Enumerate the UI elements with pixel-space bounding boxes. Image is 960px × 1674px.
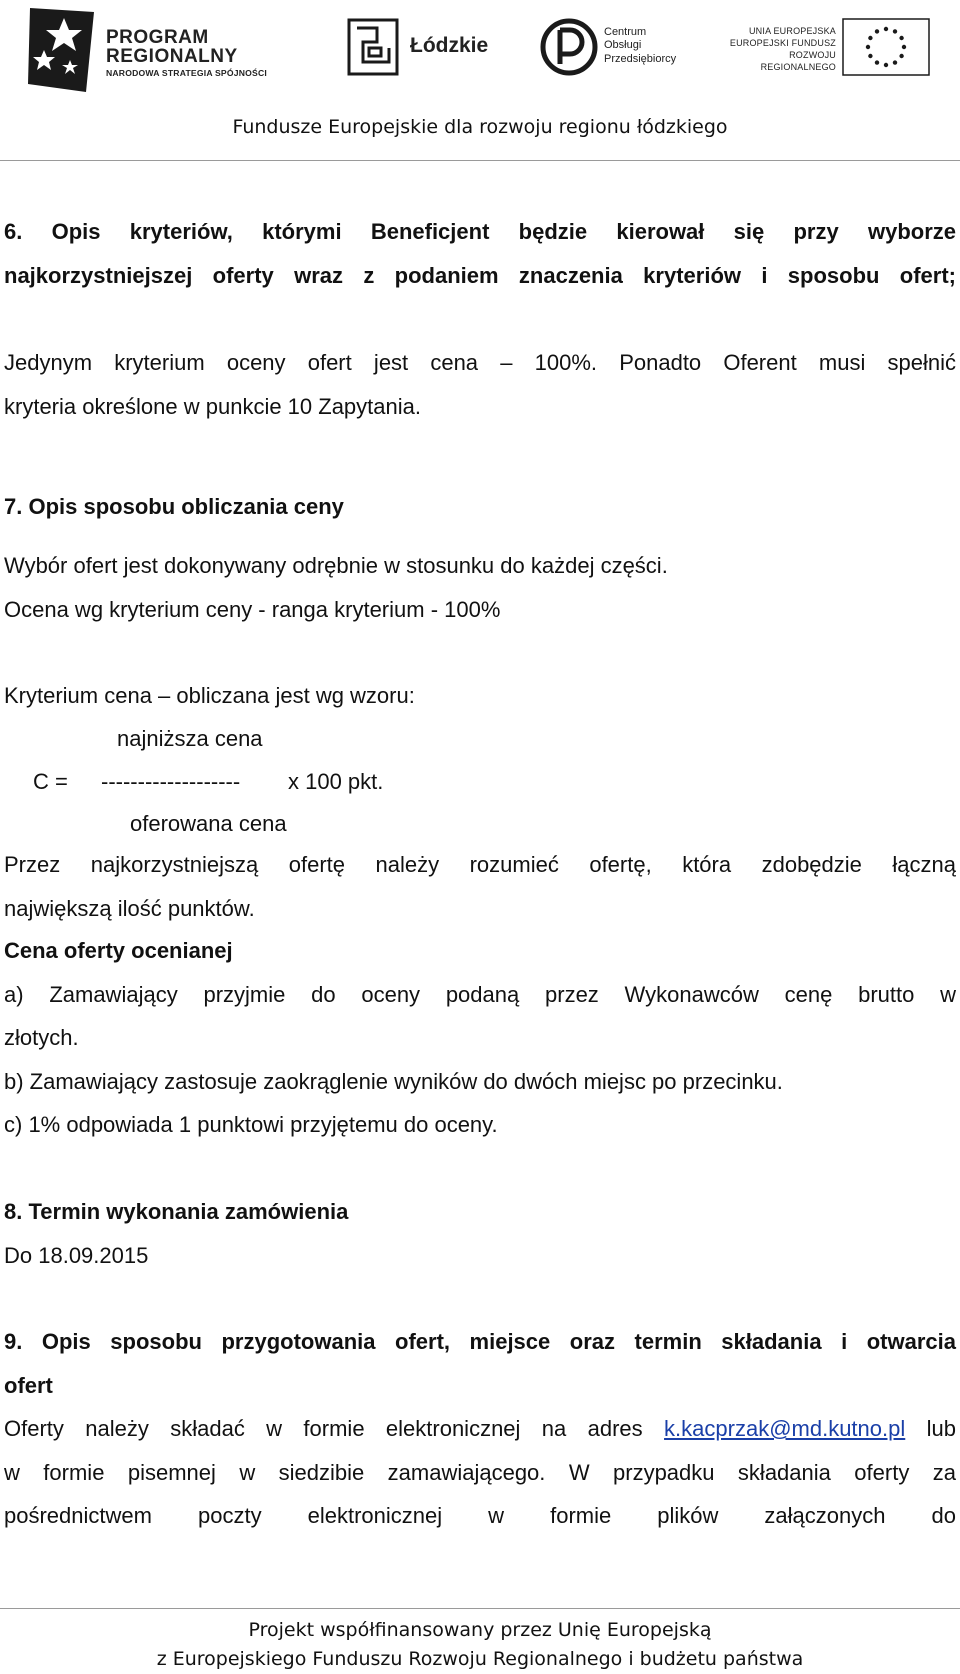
section9-title-line1: 9. Opis sposobu przygotowania ofert, miejsce oraz termin składania i otwarcia — [4, 1329, 956, 1354]
section8-date: Do 18.09.2015 — [4, 1243, 149, 1268]
footer-line1: Projekt współfinansowany przez Unię Europejską — [248, 1619, 712, 1641]
best-offer-line1: Przez najkorzystniejszą ofertę należy rozumieć ofertę, która zdobędzie łączną — [4, 852, 956, 877]
footer-line2: z Europejskiego Funduszu Rozwoju Regionalnego i budżetu państwa — [156, 1648, 804, 1670]
section6-title-line1: 6. Opis kryteriów, którymi Beneficjent będzie kierował się przy wyborze — [4, 219, 956, 244]
cop-line2: Obsługi — [604, 39, 642, 52]
footer-divider — [0, 1608, 960, 1609]
section9-paragraph-line2: w formie pisemnej w siedzibie zamawiającego. W przypadku składania oferty za — [4, 1460, 956, 1485]
price-subtitle: Cena oferty ocenianej — [4, 938, 233, 963]
section9-paragraph-line3: pośrednictwem poczty elektronicznej w formie plików załączonych do — [4, 1503, 956, 1528]
lodzkie-logo-text: Łódzkie — [410, 34, 489, 57]
formula-intro: Kryterium cena – obliczana jest wg wzoru: — [4, 683, 415, 708]
best-offer-line2: największą ilość punktów. — [4, 896, 255, 921]
section6-paragraph-line1: Jedynym kryterium oceny ofert jest cena – 100%. Ponadto Oferent musi spełnić — [4, 350, 956, 375]
section9-paragraph-line1 — [4, 1416, 956, 1442]
formula-denominator: oferowana cena — [130, 811, 287, 836]
ue-logo-text — [714, 26, 836, 74]
header-divider — [0, 160, 960, 161]
rule-c: c) 1% odpowiada 1 punktowi przyjętemu do oceny. — [4, 1112, 498, 1137]
eu-flag-icon — [842, 18, 930, 76]
cop-logo-icon — [540, 18, 598, 76]
cop-line1: Centrum — [604, 26, 647, 38]
formula-fraction-line: ------------------- — [101, 769, 241, 794]
section9-paragraph-pre: Oferty należy składać w formie elektronicznej na adres — [4, 1416, 643, 1441]
section6-paragraph-line2: kryteria określone w punkcie 10 Zapytania. — [4, 394, 421, 419]
ue-line1: UNIA EUROPEJSKA — [748, 26, 836, 36]
rule-b: b) Zamawiający zastosuje zaokrąglenie wyników do dwóch miejsc po przecinku. — [4, 1069, 783, 1094]
header-caption: Fundusze Europejskie dla rozwoju regionu łódzkiego — [232, 116, 728, 138]
section7-paragraph2: Ocena wg kryterium ceny - ranga kryterium - 100% — [4, 597, 501, 622]
ue-line2: EUROPEJSKI FUNDUSZ — [729, 37, 836, 48]
ue-line3: ROZWOJU REGIONALNEGO — [760, 49, 836, 72]
formula-multiplier: x 100 pkt. — [288, 769, 384, 794]
cop-line3: Przedsiębiorcy — [604, 52, 677, 65]
program-line2: REGIONALNY — [106, 46, 238, 67]
cop-logo-text — [604, 26, 676, 66]
section8-title: 8. Termin wykonania zamówienia — [4, 1199, 349, 1224]
rule-a-line2: złotych. — [4, 1025, 79, 1050]
section9-paragraph-post: lub — [926, 1416, 956, 1441]
email-link[interactable]: k.kacprzak@md.kutno.pl — [664, 1416, 906, 1441]
rule-a-line1: a) Zamawiający przyjmie do oceny podaną przez Wykonawców cenę brutto w — [4, 982, 956, 1007]
section9-title-line2: ofert — [4, 1373, 53, 1398]
program-line3: NARODOWA STRATEGIA SPÓJNOŚCI — [106, 68, 267, 78]
section6-title-line2: najkorzystniejszej oferty wraz z podaniem znaczenia kryteriów i sposobu ofert; — [4, 263, 956, 288]
program-regionalny-logo-icon — [24, 4, 102, 96]
section7-title: 7. Opis sposobu obliczania ceny — [4, 494, 344, 519]
program-line1: PROGRAM — [106, 27, 209, 48]
section7-paragraph1: Wybór ofert jest dokonywany odrębnie w stosunku do każdej części. — [4, 553, 668, 578]
program-regionalny-logo-text — [106, 28, 267, 78]
formula-c-equals: C = — [33, 769, 68, 794]
lodzkie-logo-icon — [347, 18, 399, 76]
formula-numerator: najniższa cena — [117, 726, 263, 751]
